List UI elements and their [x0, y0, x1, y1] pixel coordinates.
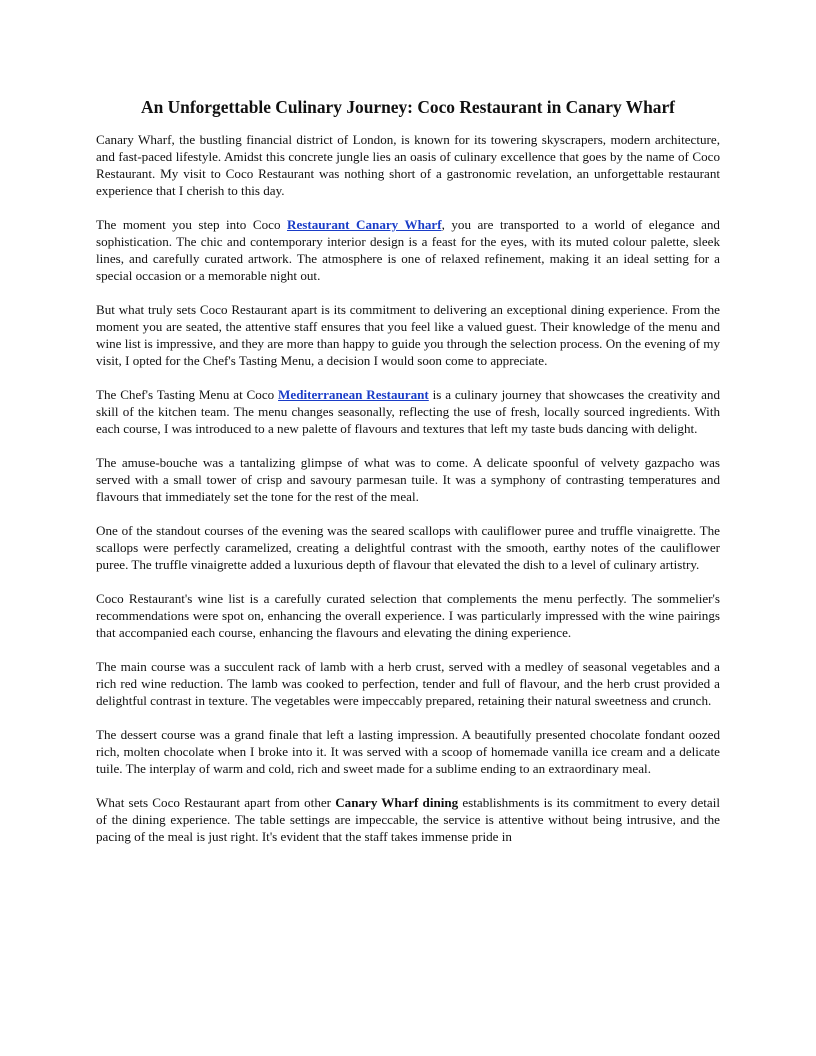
paragraph-text: , you are transported to a world of elegance and sophistication. The chic and contemporary interior design is a feast for the eyes, with its muted colour palette, sleek lines, and carefully curated artwork. The atmosphere is one of relaxed refinement, making it an ideal setting for a special occasion or a memorable night out.: [96, 217, 720, 283]
paragraph-interior: [96, 216, 720, 284]
document-page: [96, 96, 720, 862]
paragraph-details: [96, 794, 720, 845]
canary-wharf-dining-keyword: Canary Wharf dining: [335, 795, 459, 810]
paragraph-main-course: The main course was a succulent rack of lamb with a herb crust, served with a medley of seasonal vegetables and a rich red wine reduction. The lamb was cooked to perfection, tender and full of flavour, and the herb crust provided a delightful contrast in texture. The vegetables were impeccably prepared, retaining their natural sweetness and crunch.: [96, 659, 720, 708]
paragraph-text: What sets Coco Restaurant apart from other: [96, 795, 336, 810]
paragraph-text: The Chef's Tasting Menu at Coco: [96, 387, 279, 402]
restaurant-canary-wharf-link[interactable]: Restaurant Canary Wharf: [286, 217, 442, 232]
paragraph-scallops: One of the standout courses of the evening was the seared scallops with cauliflower puree and truffle vinaigrette. The scallops were perfectly caramelized, creating a delightful contrast with the smooth, earthy notes of the cauliflower puree. The truffle vinaigrette added a luxurious depth of flavour that elevated the dish to a level of culinary artistry.: [96, 523, 720, 572]
mediterranean-restaurant-link[interactable]: Mediterranean Restaurant: [278, 387, 429, 402]
paragraph-intro: Canary Wharf, the bustling financial district of London, is known for its towering skyscrapers, modern architecture, and fast-paced lifestyle. Amidst this concrete jungle lies an oasis of culinary excellence that goes by the name of Coco Restaurant. My visit to Coco Restaurant was nothing short of a gastronomic revelation, an unforgettable restaurant experience that I cherish to this day.: [96, 132, 720, 198]
paragraph-wine-list: Coco Restaurant's wine list is a carefully curated selection that complements the menu perfectly. The sommelier's recommendations were spot on, enhancing the overall experience. I was particularly impressed with the wine pairings that accompanied each course, enhancing the flavours and elevating the dining experience.: [96, 591, 720, 640]
paragraph-amuse-bouche: The amuse-bouche was a tantalizing glimpse of what was to come. A delicate spoonful of velvety gazpacho was served with a small tower of crisp and savoury parmesan tuile. It was a symphony of contrasting temperatures and flavours that immediately set the tone for the rest of the meal.: [96, 455, 720, 504]
article-title: An Unforgettable Culinary Journey: Coco Restaurant in Canary Wharf: [141, 97, 675, 117]
paragraph-dessert: The dessert course was a grand finale that left a lasting impression. A beautifully presented chocolate fondant oozed rich, molten chocolate when I broke into it. It was served with a scoop of homemade vanilla ice cream and a delicate tuile. The interplay of warm and cold, rich and sweet made for a sublime ending to an extraordinary meal.: [96, 727, 720, 776]
paragraph-text: establishments is its commitment to every detail of the dining experience. The table settings are impeccable, the service is attentive without being intrusive, and the pacing of the meal is just right. It's evident that the staff takes immense pride in: [96, 795, 720, 844]
paragraph-text: is a culinary journey that showcases the creativity and skill of the kitchen team. The menu changes seasonally, reflecting the use of fresh, locally sourced ingredients. With each course, I was introduced to a new palette of flavours and textures that left my taste buds dancing with delight.: [96, 387, 721, 436]
paragraph-service: But what truly sets Coco Restaurant apart is its commitment to delivering an exceptional dining experience. From the moment you are seated, the attentive staff ensures that you feel like a valued guest. Their knowledge of the menu and wine list is impressive, and they are more than happy to guide you through the selection process. On the evening of my visit, I opted for the Chef's Tasting Menu, a decision I would soon come to appreciate.: [96, 302, 720, 368]
paragraph-tasting-menu: [96, 386, 720, 437]
paragraph-text: The moment you step into Coco: [96, 217, 287, 232]
